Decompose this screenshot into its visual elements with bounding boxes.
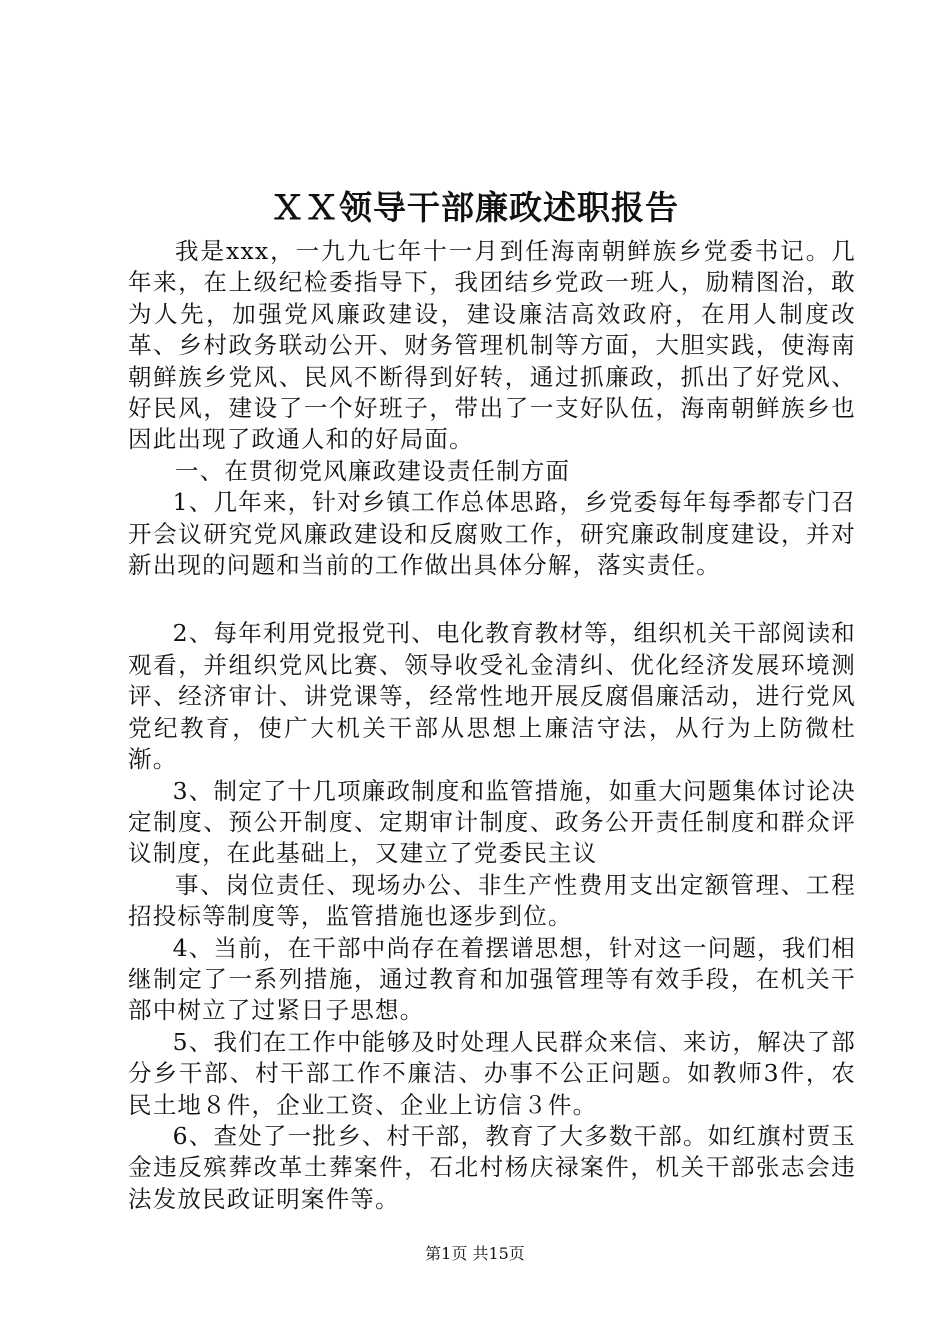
- paragraph-item-1: 1、几年来，针对乡镇工作总体思路，乡党委每年每季都专门召开会议研究党风廉政建设和反腐败工作，研究廉政制度建设，并对新出现的问题和当前的工作做出具体分解，落实责任。: [128, 488, 856, 580]
- document-body: [128, 236, 856, 1215]
- paragraph-item-3: 3、制定了十几项廉政制度和监管措施，如重大问题集体讨论决定制度、预公开制度、定期审计制度、政务公开责任制度和群众评议制度，在此基础上，又建立了党委民主议: [128, 776, 856, 868]
- paragraph-item-3-continued: 事、岗位责任、现场办公、非生产性费用支出定额管理、工程招投标等制度等，监管措施也逐步到位。: [128, 870, 856, 931]
- page-number-footer: 第1页 共15页: [425, 1244, 525, 1263]
- section-heading: 一、在贯彻党风廉政建设责任制方面: [175, 456, 571, 485]
- paragraph-item-4: 4、当前，在干部中尚存在着摆谱思想，针对这一问题，我们相继制定了一系列措施，通过教育和加强管理等有效手段，在机关干部中树立了过紧日子思想。: [128, 933, 856, 1025]
- paragraph-item-5: 5、我们在工作中能够及时处理人民群众来信、来访，解决了部分乡干部、村干部工作不廉洁、办事不公正问题。如教师3件，农民土地８件，企业工资、企业上访信３件。: [128, 1027, 856, 1119]
- document-title: ＸＸ领导干部廉政述职报告: [271, 188, 679, 227]
- paragraph-item-2: 2、每年利用党报党刊、电化教育教材等，组织机关干部阅读和观看，并组织党风比赛、领导收受礼金清纠、优化经济发展环境测评、经济审计、讲党课等，经常性地开展反腐倡廉活动，进行党风党纪教育，使广大机关干部从思想上廉洁守法，从行为上防微杜渐。: [128, 619, 856, 774]
- paragraph-item-6: 6、查处了一批乡、村干部，教育了大多数干部。如红旗村贾玉金违反殡葬改革土葬案件，石北村杨庆禄案件，机关干部张志会违法发放民政证明案件等。: [128, 1121, 856, 1213]
- paragraph-intro: 我是xxx，一九九七年十一月到任海南朝鲜族乡党委书记。几年来，在上级纪检委指导下，我团结乡党政一班人，励精图治，敢为人先，加强党风廉政建设，建设廉洁高效政府，在用人制度改革、乡村政务联动公开、财务管理机制等方面，大胆实践，使海南朝鲜族乡党风、民风不断得到好转，通过抓廉政，抓出了好党风、好民风，建设了一个好班子，带出了一支好队伍，海南朝鲜族乡也因此出现了政通人和的好局面。: [128, 237, 856, 454]
